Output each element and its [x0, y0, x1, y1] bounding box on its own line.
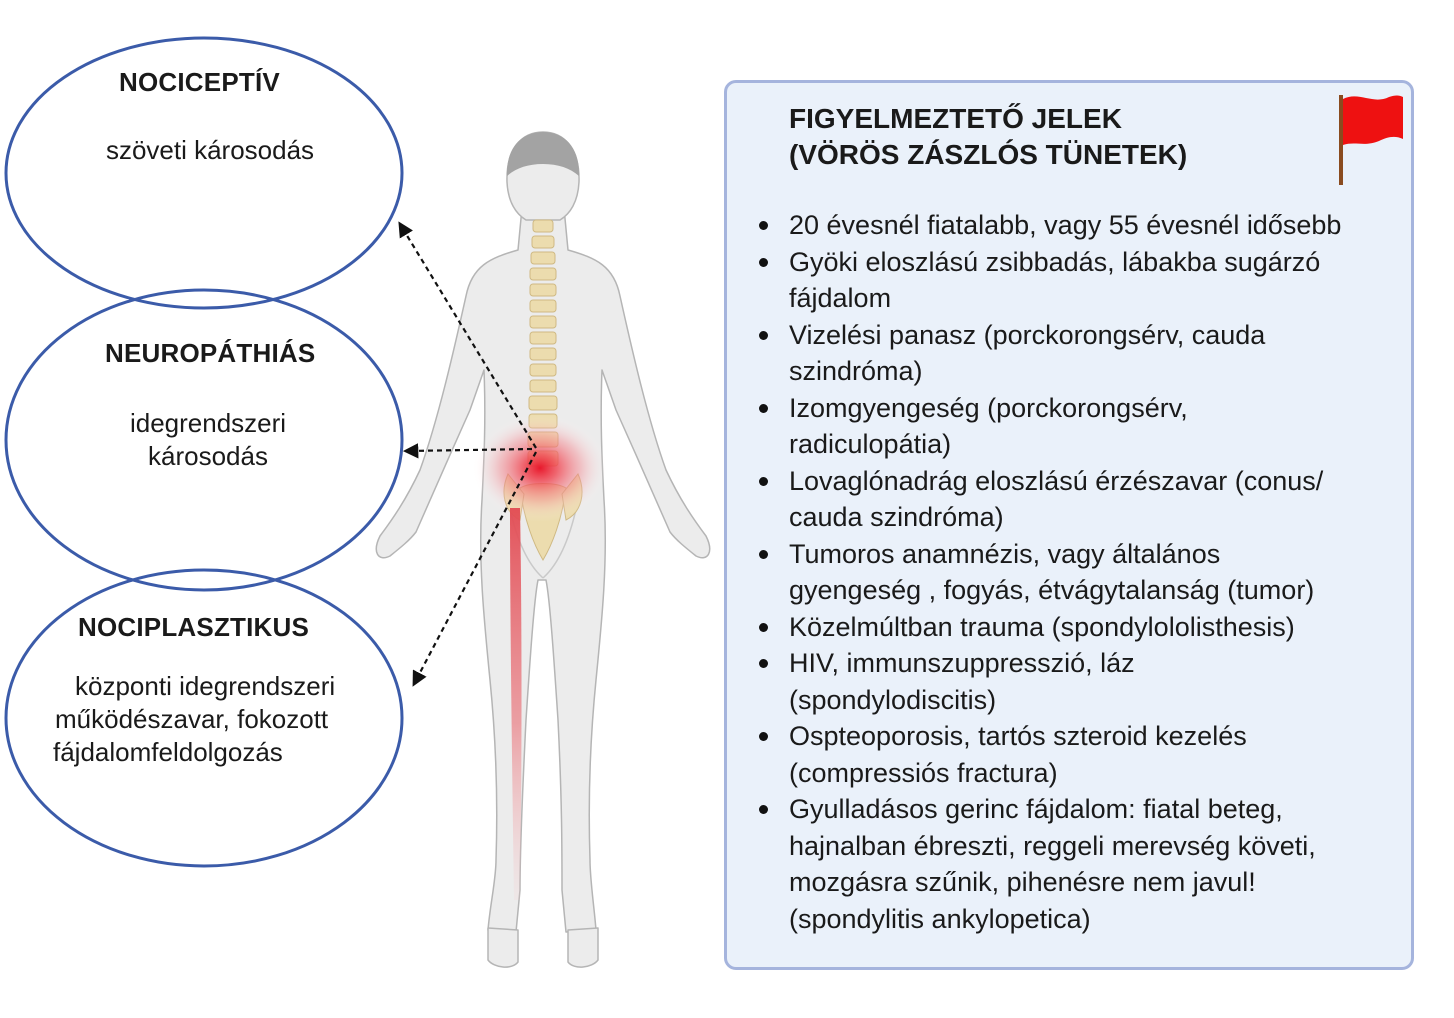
list-item-line: Lovaglónadrág eloszlású érzészavar (conus/ [789, 465, 1324, 496]
panel-title-line: (VÖRÖS ZÁSZLÓS TÜNETEK) [789, 139, 1188, 170]
nociplastic-title: NOCIPLASZTIKUS [78, 612, 310, 642]
red-flag-icon [1335, 89, 1407, 189]
list-item-line: Tumoros anamnézis, vagy általános [789, 538, 1221, 569]
list-item-line: Ospteoporosis, tartós szteroid kezelés [789, 721, 1247, 751]
list-item [727, 609, 1341, 646]
panel-title [789, 101, 1187, 173]
list-item [727, 536, 1341, 609]
list-item [727, 317, 1341, 390]
list-item [727, 244, 1341, 317]
nociplastic-description [53, 670, 383, 769]
nociplastic-line: működészavar, fokozott [55, 704, 329, 734]
list-item-line: radiculopátia) [789, 429, 952, 459]
list-item-line: 20 évesnél fiatalabb, vagy 55 évesnél idősebb [789, 210, 1342, 240]
list-item [727, 390, 1341, 463]
list-item-line: Gyulladásos gerinc fájdalom: fiatal beteg, [789, 794, 1283, 824]
list-item-line: (spondylodiscitis) [789, 684, 997, 715]
list-item-line: (spondylitis ankylopetica) [789, 903, 1091, 934]
list-item-line: HIV, immunszuppresszió, láz [789, 648, 1135, 678]
list-item [727, 791, 1341, 937]
left-foot [488, 928, 518, 967]
panel-title-line: FIGYELMEZTETŐ JELEK [789, 103, 1122, 134]
list-item-line: Vizelési panasz (porckorongsérv, cauda [789, 319, 1266, 350]
list-item-line: Gyöki eloszlású zsibbadás, lábakba sugárzó [789, 246, 1321, 277]
list-item [727, 645, 1341, 718]
nociplastic-line: központi idegrendszeri [75, 671, 336, 701]
list-item-line: fájdalom [789, 283, 892, 313]
list-item-line: cauda szindróma) [789, 502, 1004, 532]
list-item-line: szindróma) [789, 356, 923, 386]
neuropathic-line: idegrendszeri [129, 408, 287, 438]
right-foot [568, 928, 598, 967]
list-item-line: mozgásra szűnik, pihenésre nem javul! [789, 867, 1256, 897]
list-item-line: Közelmúltban trauma (spondylololisthesis) [789, 611, 1295, 642]
list-item-line: Izomgyengeség (porckorongsérv, [789, 392, 1188, 423]
lumbar-pain-glow [472, 414, 608, 522]
list-item [727, 463, 1341, 536]
red-flag-symptom-list [727, 207, 1341, 937]
neuropathic-description [58, 407, 358, 473]
warning-signs-panel [724, 80, 1414, 970]
neuropathic-title: NEUROPÁTHIÁS [105, 338, 316, 368]
list-item-line: (compressiós fractura) [789, 757, 1058, 788]
list-item-line: gyengeség , fogyás, étvágytalanság (tumor) [789, 575, 1315, 605]
nociceptive-description [60, 134, 360, 167]
human-body-illustration [376, 132, 709, 967]
nociceptive-title: NOCICEPTÍV [119, 67, 280, 97]
nociceptive-line: szöveti károsodás [105, 135, 315, 165]
list-item [727, 718, 1341, 791]
neuropathic-line: károsodás [148, 441, 268, 471]
list-item-line: hajnalban ébreszti, reggeli merevség követi, [789, 830, 1316, 861]
nociplastic-line: fájdalomfeldolgozás [53, 737, 283, 767]
list-item [727, 207, 1341, 244]
